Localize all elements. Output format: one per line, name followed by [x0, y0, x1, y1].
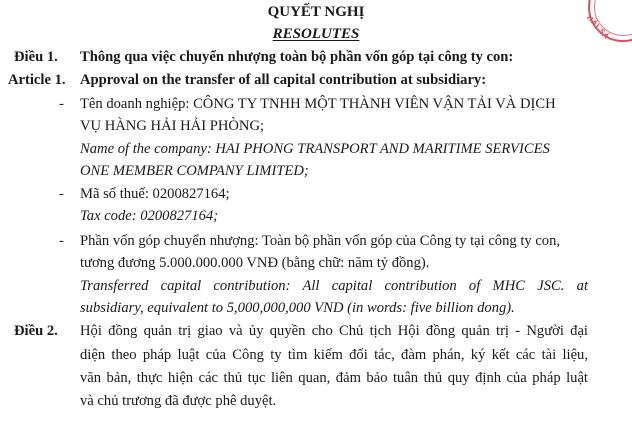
article-2-text-line-1: Hội đồng quản trị giao và ủy quyền cho Chủ tịch Hội đồng quản trị - Người đại — [80, 323, 588, 339]
capital-contribution-en-line-1: Transferred capital contribution: All capital contribution of MHC JSC. at — [80, 278, 588, 294]
article-1-label-en: Article 1. — [8, 72, 66, 88]
bullet-marker: - — [59, 186, 64, 202]
article-1-title-en: Approval on the transfer of all capital contribution at subsidiary: — [80, 72, 487, 88]
company-name-vi-line-1: Tên doanh nghiệp: CÔNG TY TNHH MỘT THÀNH VIÊN VẬN TẢI VÀ DỊCH — [80, 96, 556, 112]
bullet-marker: - — [59, 96, 64, 112]
company-seal-text: HẢI SẢ — [584, 13, 611, 42]
article-2-text-line-3: văn bản, thực hiện các thủ tục liên quan, đảm bảo tuân thủ quy định của pháp luật — [80, 370, 588, 386]
bullet-marker: - — [59, 233, 64, 249]
capital-contribution-vi-line-2: tương đương 5.000.000.000 VNĐ (bằng chữ: năm tỷ đồng). — [80, 255, 430, 271]
company-name-vi-line-2: VỤ HÀNG HẢI HẢI PHÒNG; — [80, 118, 265, 134]
capital-contribution-vi-line-1: Phần vốn góp chuyển nhượng: Toàn bộ phần vốn góp của Công ty tại công ty con, — [80, 233, 561, 249]
capital-contribution-en-line-2: subsidiary, equivalent to 5,000,000,000 VND (in words: five billion dong). — [80, 300, 515, 316]
article-1-title-vi: Thông qua việc chuyển nhượng toàn bộ phần vốn góp tại công ty con: — [80, 49, 514, 65]
article-2-text-line-2: diện theo pháp luật của Công ty tìm kiếm đối tác, đàm phán, ký kết các tài liệu, — [80, 347, 588, 363]
article-1-label-vi: Điều 1. — [14, 49, 58, 65]
tax-code-vi: Mã số thuế: 0200827164; — [80, 186, 230, 202]
article-2-text-line-4: và chủ trương đã được phê duyệt. — [80, 393, 277, 409]
article-2-label-vi: Điều 2. — [14, 323, 58, 339]
resolution-heading-vi: QUYẾT NGHỊ — [267, 4, 365, 20]
company-name-en-line-1: Name of the company: HAI PHONG TRANSPORT AND MARITIME SERVICES — [80, 141, 550, 157]
company-name-en-line-2: ONE MEMBER COMPANY LIMITED; — [80, 163, 309, 179]
resolution-heading-en: RESOLUTES — [272, 26, 360, 42]
tax-code-en: Tax code: 0200827164; — [80, 208, 219, 224]
